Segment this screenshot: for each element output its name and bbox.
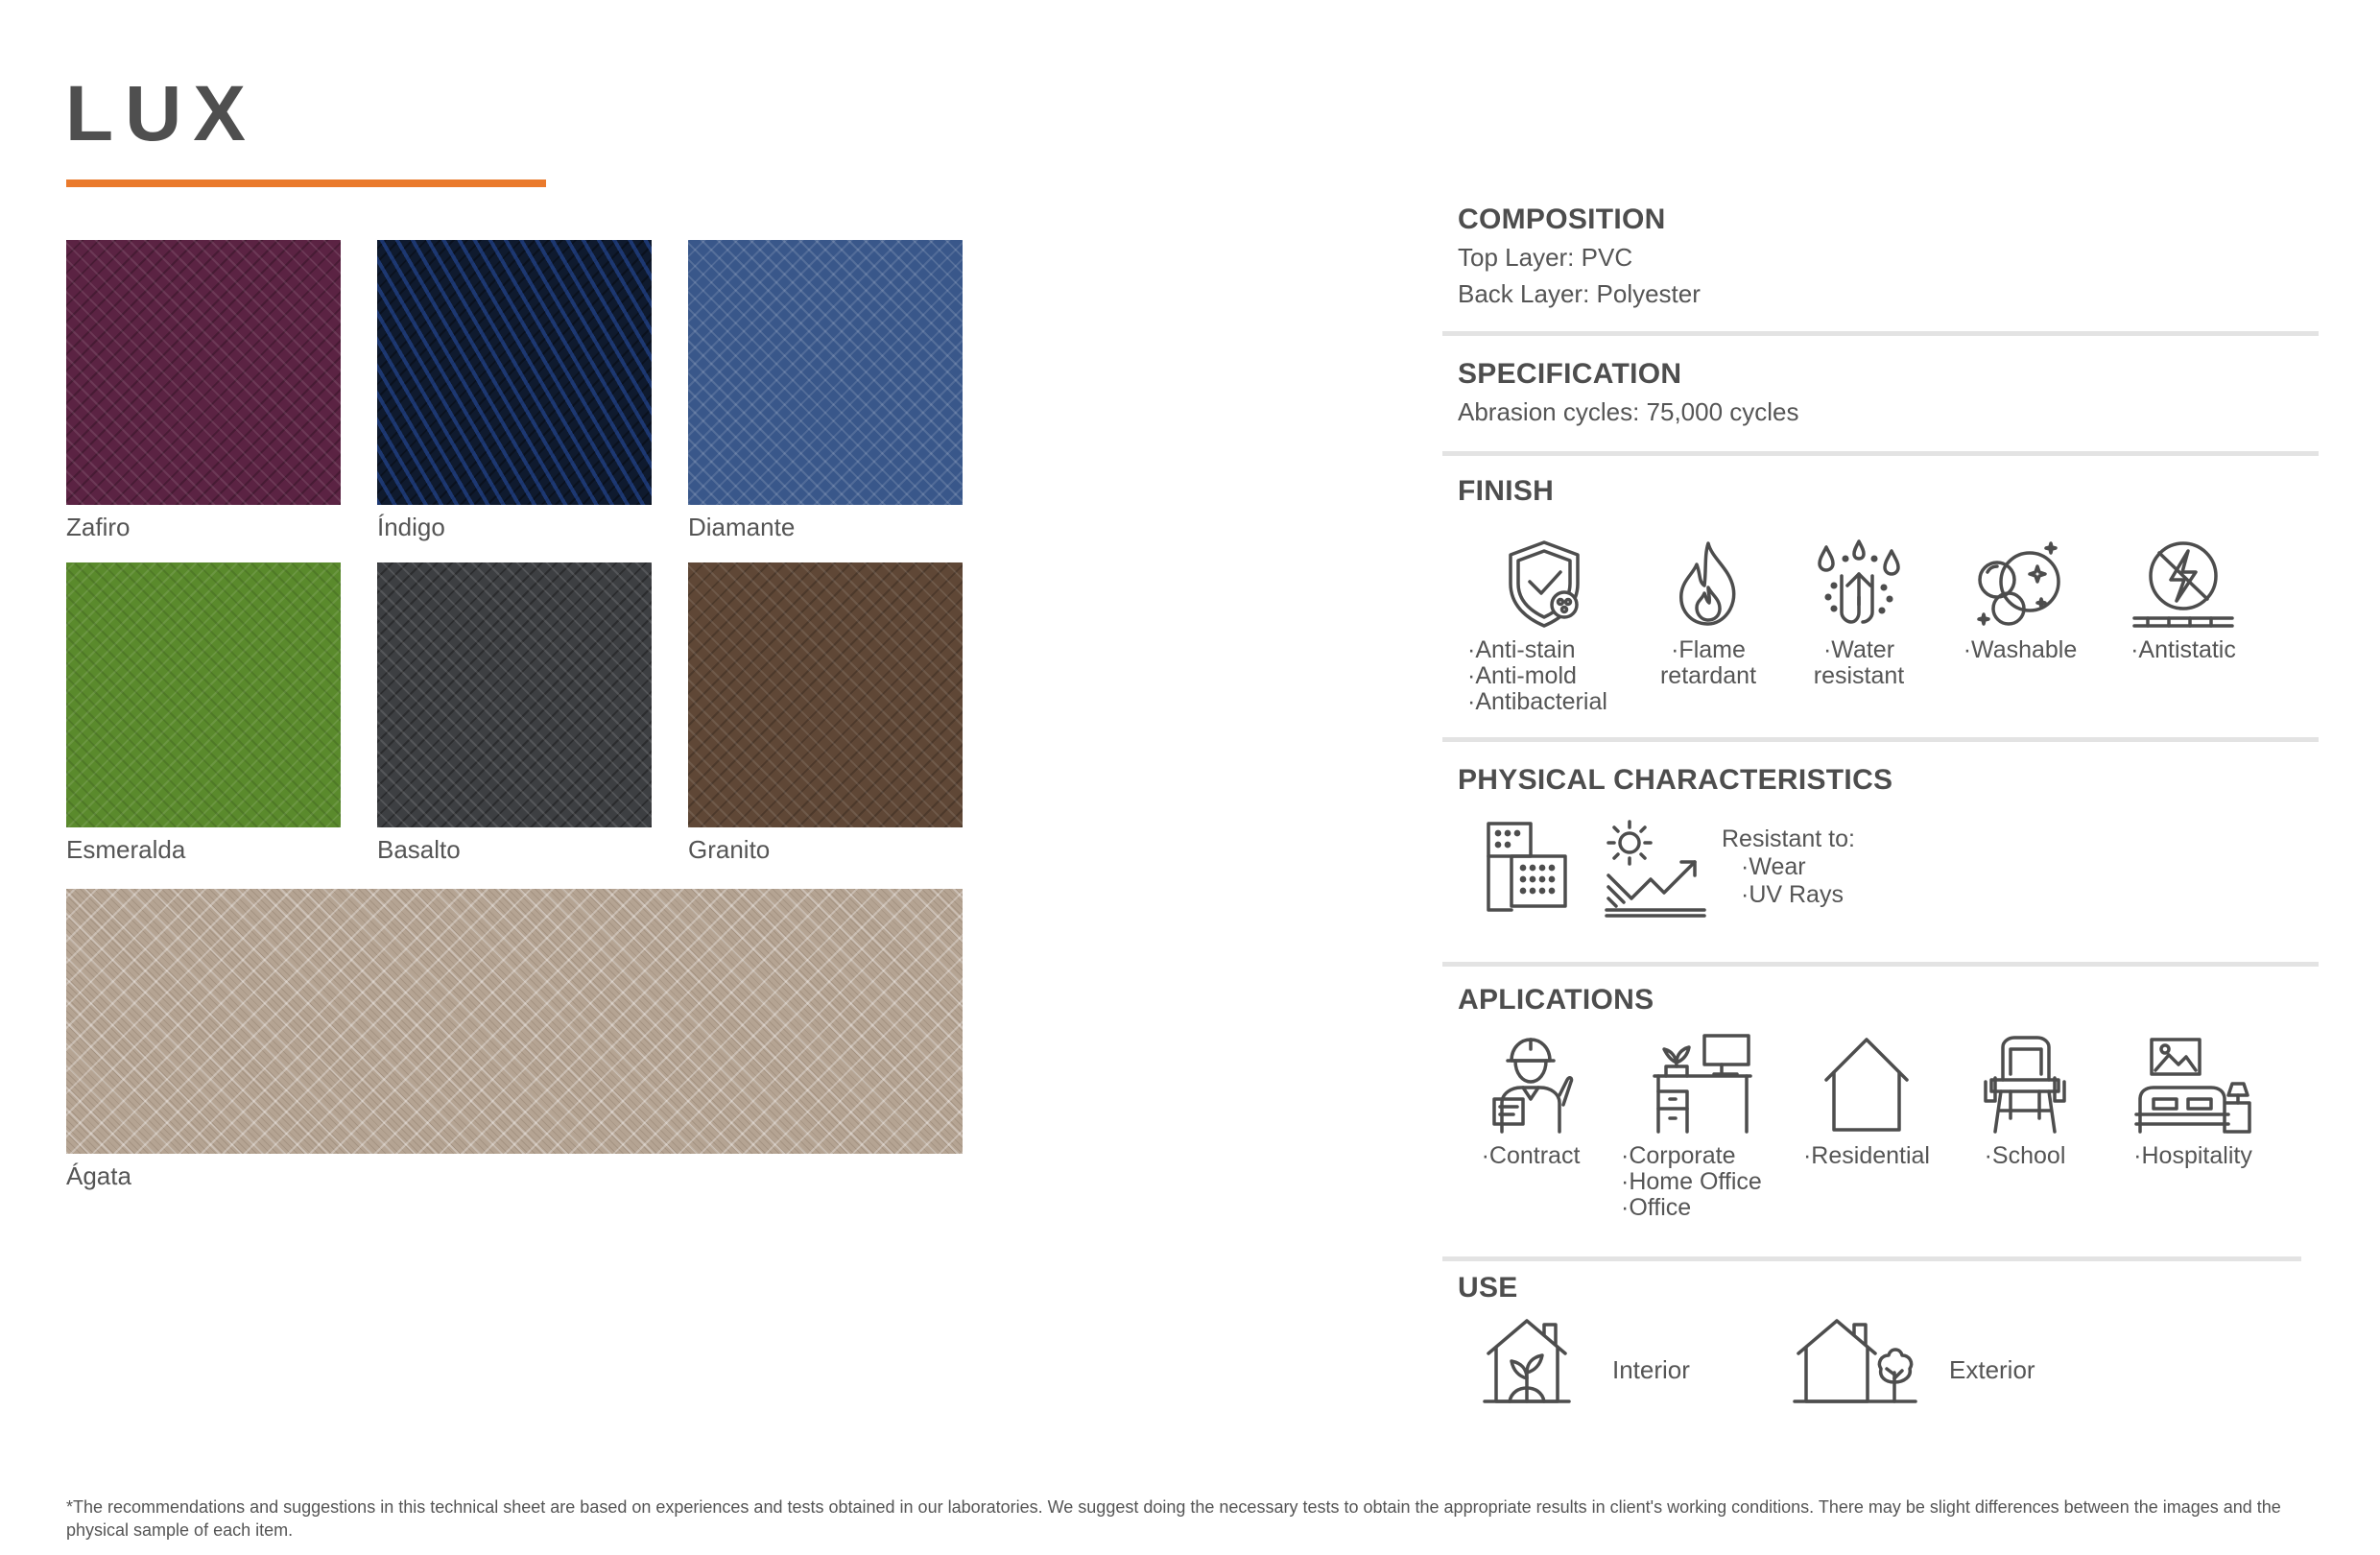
finish-line: retardant — [1659, 662, 1757, 689]
finish-line: ·Antistatic — [2130, 636, 2236, 663]
no-static-icon — [2130, 538, 2236, 630]
composition-details — [1458, 240, 1701, 312]
app-item-school — [1958, 1032, 2092, 1169]
chair-icon — [1982, 1032, 2068, 1136]
swatch-image — [66, 240, 341, 505]
swatch-image — [377, 562, 652, 827]
abrasion-text: Abrasion cycles: 75,000 cycles — [1458, 397, 1799, 426]
wear-icon-wrap — [1483, 818, 1571, 918]
app-item-hospitality — [2111, 1032, 2274, 1169]
app-item-corporate — [1617, 1032, 1785, 1221]
interior-label: Interior — [1612, 1355, 1690, 1384]
finish-line: ·Washable — [1963, 636, 2078, 663]
app-item-contract — [1468, 1032, 1593, 1169]
swatch-diamante[interactable] — [688, 240, 963, 541]
disclaimer-footer: *The recommendations and suggestions in this technical sheet are based on experiences and tests obtained in our laboratories. We suggest doing the necessary tests to obtain the appropriate results in client's working conditions. There may be slight differences between the images and the physical sample of each item. — [66, 1497, 2281, 1541]
finish-title: FINISH — [1458, 475, 1555, 507]
title-underline — [66, 179, 546, 187]
finish-line: ·Antibacterial — [1467, 688, 1607, 715]
finish-line: ·Flame — [1671, 636, 1746, 663]
back-layer-text: Back Layer: Polyester — [1458, 278, 1701, 308]
physical-title: PHYSICAL CHARACTERISTICS — [1458, 764, 1893, 796]
swatch-label: Ágata — [66, 1161, 131, 1190]
swatch-image — [66, 562, 341, 827]
finish-line: ·Anti-mold — [1467, 662, 1577, 689]
resistant-block — [1722, 825, 1855, 908]
section-divider — [1442, 962, 2319, 967]
bubbles-sparkle-icon — [1974, 538, 2066, 630]
swatch-zafiro[interactable] — [66, 240, 341, 541]
finish-item-antistatic — [2111, 538, 2255, 663]
house-icon — [1819, 1032, 1915, 1136]
section-divider — [1442, 1256, 2301, 1261]
use-title: USE — [1458, 1272, 1518, 1304]
interior-house-icon — [1481, 1315, 1573, 1407]
section-divider — [1442, 451, 2319, 456]
finish-line: ·Anti-stain — [1467, 636, 1576, 663]
application-line: ·Contract — [1481, 1142, 1581, 1169]
app-item-residential — [1795, 1032, 1939, 1169]
composition-title: COMPOSITION — [1458, 203, 1666, 235]
swatch-label: Zafiro — [66, 513, 131, 541]
swatch-image — [688, 562, 963, 827]
finish-item-water — [1787, 538, 1931, 689]
applications-title: APLICATIONS — [1458, 984, 1654, 1016]
finish-line: ·Water — [1822, 636, 1895, 663]
swatch-label: Diamante — [688, 513, 796, 541]
swatch-label: Granito — [688, 835, 771, 864]
swatch-label: Índigo — [377, 513, 445, 541]
finish-item-flame — [1636, 538, 1780, 689]
water-drops-icon — [1813, 538, 1905, 630]
application-line: ·Residential — [1802, 1142, 1930, 1169]
fabric-wear-icon — [1483, 818, 1571, 918]
swatch-label: Esmeralda — [66, 835, 186, 864]
uv-icon-wrap — [1603, 818, 1708, 918]
swatch-image — [66, 889, 963, 1154]
resistant-item: ·UV Rays — [1741, 880, 1844, 908]
section-divider — [1442, 737, 2319, 742]
swatch-image — [688, 240, 963, 505]
flame-icon — [1670, 538, 1747, 630]
finish-item-washable — [1948, 538, 2092, 663]
swatch-esmeralda[interactable] — [66, 562, 341, 864]
exterior-label: Exterior — [1949, 1355, 2035, 1384]
desk-icon — [1649, 1032, 1754, 1136]
sun-uv-icon — [1603, 818, 1708, 918]
swatch-granito[interactable] — [688, 562, 963, 864]
finish-line: resistant — [1813, 662, 1905, 689]
page-title: LUX — [65, 70, 257, 157]
worker-icon — [1485, 1032, 1577, 1136]
specification-title: SPECIFICATION — [1458, 358, 1682, 390]
swatch-indigo[interactable] — [377, 240, 652, 541]
exterior-icon-wrap — [1793, 1315, 1919, 1407]
application-line: ·Office — [1621, 1194, 1692, 1221]
swatch-agata[interactable] — [66, 889, 963, 1190]
swatch-basalto[interactable] — [377, 562, 652, 864]
finish-item-antistain — [1458, 538, 1630, 715]
exterior-house-tree-icon — [1793, 1315, 1919, 1407]
application-line: ·Corporate — [1621, 1142, 1736, 1169]
resistant-item: ·Wear — [1741, 852, 1806, 880]
section-divider — [1442, 331, 2319, 336]
swatch-image — [377, 240, 652, 505]
top-layer-text: Top Layer: PVC — [1458, 243, 1633, 272]
application-line: ·Hospitality — [2133, 1142, 2252, 1169]
resistant-label: Resistant to: — [1722, 825, 1855, 852]
application-line: ·School — [1984, 1142, 2066, 1169]
hotel-bed-icon — [2132, 1032, 2253, 1136]
interior-icon-wrap — [1481, 1315, 1573, 1407]
shield-check-icon — [1501, 538, 1587, 630]
swatch-label: Basalto — [377, 835, 461, 864]
application-line: ·Home Office — [1621, 1168, 1762, 1195]
